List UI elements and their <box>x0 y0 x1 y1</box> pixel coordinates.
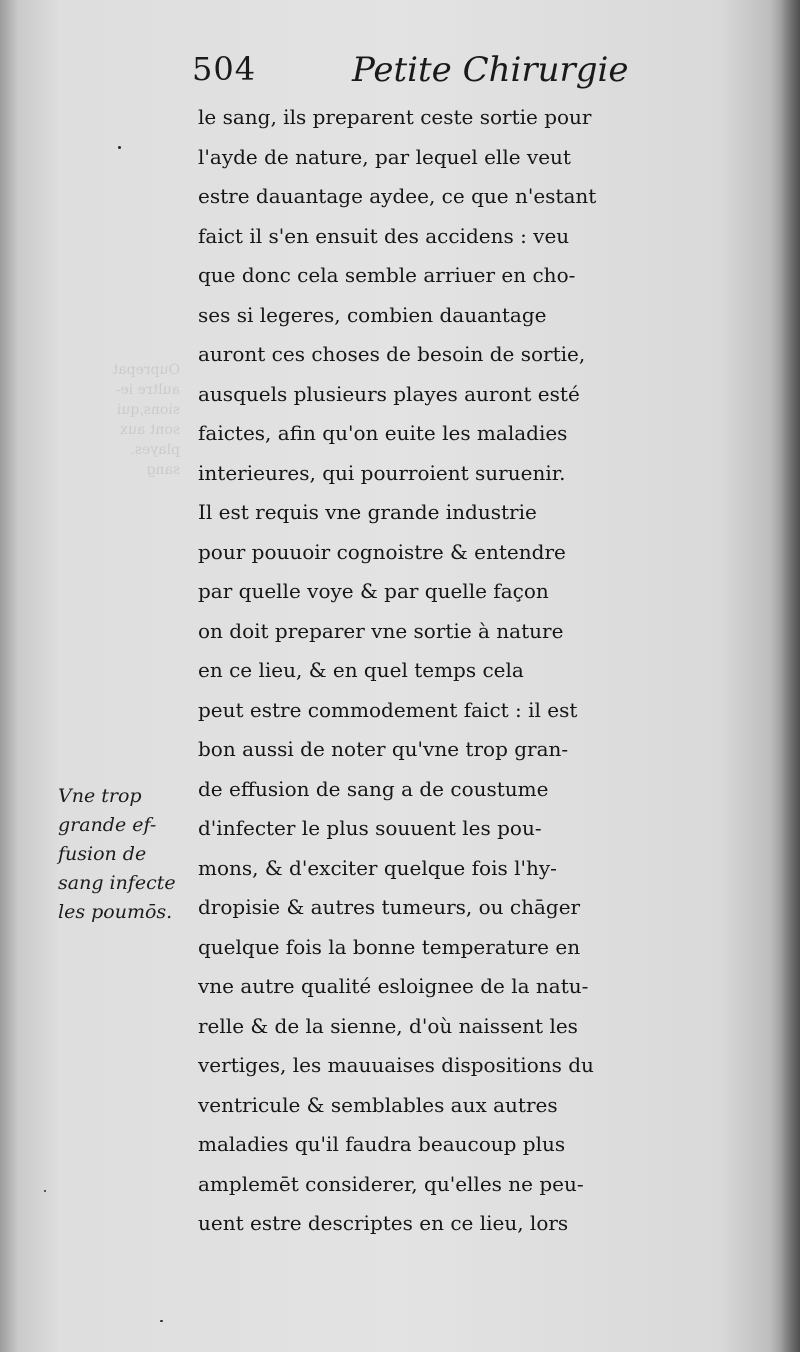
margin-note-line: les poumōs. <box>58 901 173 923</box>
margin-note <box>58 782 208 927</box>
text-line: ausquels plusieurs playes auront esté <box>198 381 580 406</box>
ink-speck <box>118 146 121 149</box>
text-line: estre dauantage aydee, ce que n'estant <box>198 184 597 208</box>
margin-note-line: Vne trop <box>58 785 142 807</box>
ink-speck <box>44 1190 46 1192</box>
show-through-text: Ouprepat aultre ie- sions,qui sont aux playes. sang <box>112 362 180 478</box>
margin-note-line: fusion de <box>58 843 147 865</box>
running-title: Petite Chirurgie <box>352 50 629 90</box>
text-line: quelque fois la bonne temperature en <box>198 934 581 959</box>
text-line: par quelle voye & par quelle façon <box>198 579 549 603</box>
text-line: bon aussi de noter qu'vne trop gran- <box>198 737 569 761</box>
text-line: vne autre qualité esloignee de la natu- <box>198 974 589 998</box>
margin-note-line: sang infecte <box>58 872 176 894</box>
text-line: on doit preparer vne sortie à nature <box>198 618 564 643</box>
text-line: que donc cela semble arriuer en cho- <box>198 263 576 287</box>
text-line: amplemēt considerer, qu'elles ne peu- <box>198 1171 584 1196</box>
text-line: dropisie & autres tumeurs, ou chāger <box>198 895 581 919</box>
text-line: ventricule & semblables aux autres <box>198 1092 558 1117</box>
text-line: de effusion de sang a de coustume <box>198 776 549 801</box>
body-text <box>198 98 768 1244</box>
text-line: interieures, qui pourroient suruenir. <box>198 460 566 485</box>
text-line: d'infecter le plus souuent les pou- <box>198 816 542 840</box>
text-line: relle & de la sienne, d'où naissent les <box>198 1013 578 1038</box>
text-line: ses si legeres, combien dauantage <box>198 302 547 327</box>
gutter-shadow <box>770 0 800 1352</box>
text-line: pour pouuoir cognoistre & entendre <box>198 539 566 564</box>
text-line: auront ces choses de besoin de sortie, <box>198 342 586 366</box>
text-line: vertiges, les mauuaises dispositions du <box>198 1053 594 1077</box>
text-line: maladies qu'il faudra beaucoup plus <box>198 1132 566 1156</box>
page-header <box>192 44 762 96</box>
text-line: Il est requis vne grande industrie <box>198 500 537 524</box>
text-line: peut estre commodement faict : il est <box>198 697 578 722</box>
text-line: faictes, afin qu'on euite les maladies <box>198 421 568 445</box>
text-line: mons, & d'exciter quelque fois l'hy- <box>198 855 557 880</box>
text-line: uent estre descriptes en ce lieu, lors <box>198 1211 569 1235</box>
text-line: le sang, ils preparent ceste sortie pour <box>198 105 592 129</box>
text-line: l'ayde de nature, par lequel elle veut <box>198 144 571 169</box>
margin-note-line: grande ef- <box>58 814 157 836</box>
text-line: faict il s'en ensuit des accidens : veu <box>198 223 570 248</box>
ink-speck <box>160 1320 163 1322</box>
page-number: 504 <box>192 50 257 88</box>
text-line: en ce lieu, & en quel temps cela <box>198 658 524 682</box>
